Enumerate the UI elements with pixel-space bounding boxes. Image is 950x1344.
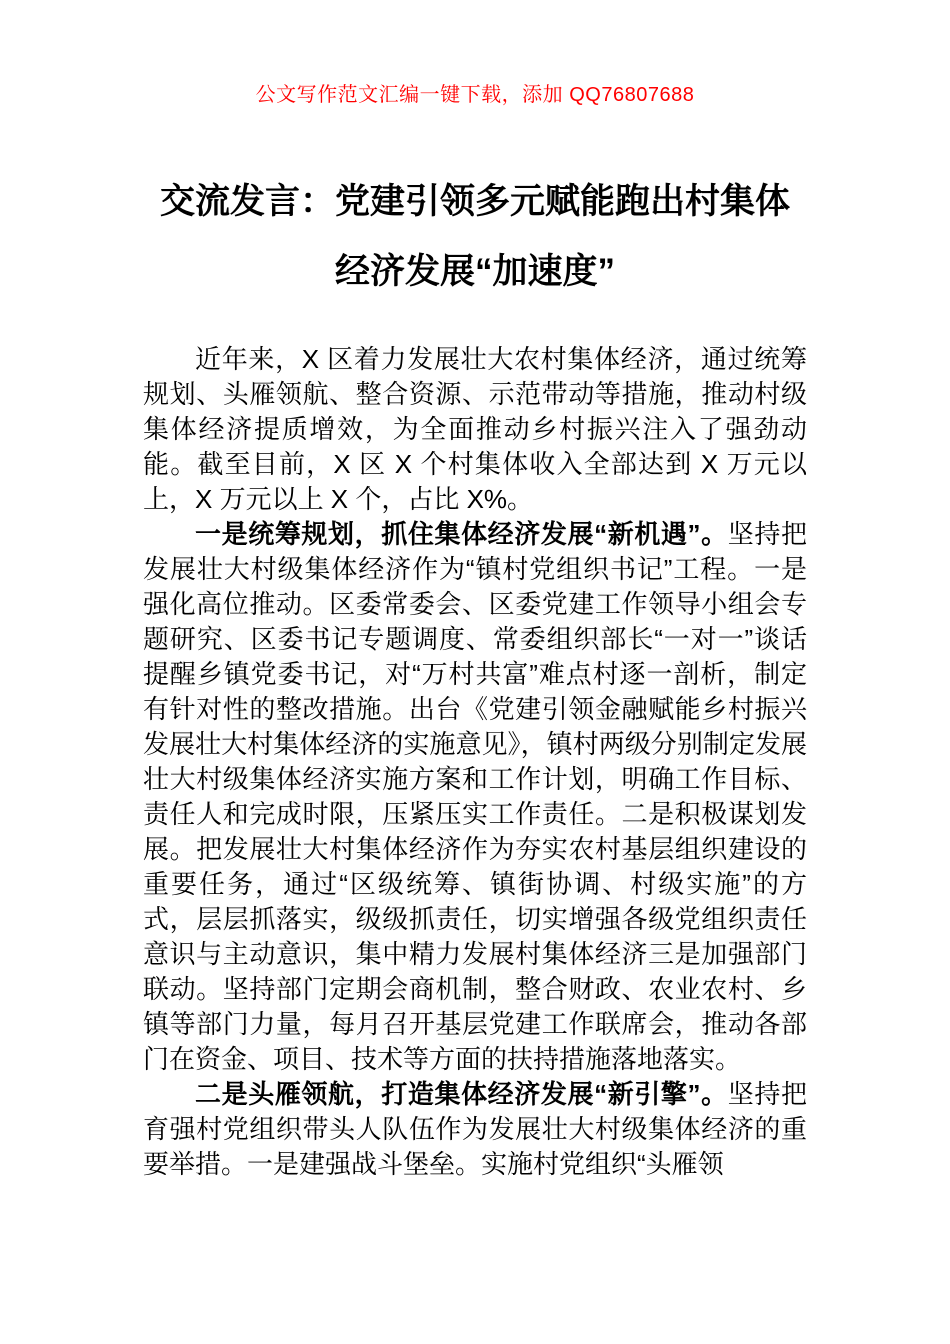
text-run: 近年来，X 区着力发展壮大农村集体经济，通过统筹规划、头雁领航、整合资源、示范带动等措施，推动村级集体经济提质增效，为全面推动乡村振兴注入了强劲动能。截至目前，X 区 X 个村集体收入全部达到 X 万元以上，X 万元以上 X 个，占比 X%。 [143, 344, 807, 514]
promo-notice: 公文写作范文汇编一键下载，添加 QQ76807688 [255, 84, 695, 106]
text-run: 坚持把育强村党组织带头人队伍作为发展壮大村级集体经济的重要举措。一是建强战斗堡垒。实施村党组织“头雁领 [143, 1079, 807, 1179]
paragraph [143, 517, 807, 1077]
title-line-2: 经济发展“加速度” [334, 252, 615, 291]
paragraph [143, 342, 807, 517]
bold-lead-text: 二是头雁领航，打造集体经济发展“新引擎”。 [195, 1079, 728, 1109]
document-body [143, 342, 807, 1182]
bold-lead-text: 一是统筹规划，抓住集体经济发展“新机遇”。 [195, 519, 728, 549]
paragraph [143, 1077, 807, 1182]
document-title [143, 167, 807, 307]
title-line-1: 交流发言：党建引领多元赋能跑出村集体 [159, 182, 790, 221]
text-run: 坚持把发展壮大村级集体经济作为“镇村党组织书记”工程。一是强化高位推动。区委常委会、区委党建工作领导小组会专题研究、区委书记专题调度、常委组织部长“一对一”谈话提醒乡镇党委书记，对“万村共富”难点村逐一剖析，制定有针对性的整改措施。出台《党建引领金融赋能乡村振兴发展壮大村集体经济的实施意见》，镇村两级分别制定发展壮大村级集体经济实施方案和工作计划，明确工作目标、责任人和完成时限，压紧压实工作责任。二是积极谋划发展。把发展壮大村集体经济作为夯实农村基层组织建设的重要任务，通过“区级统筹、镇街协调、村级实施”的方式，层层抓落实，级级抓责任，切实增强各级党组织责任意识与主动意识，集中精力发展村集体经济三是加强部门联动。坚持部门定期会商机制，整合财政、农业农村、乡镇等部门力量，每月召开基层党建工作联席会，推动各部门在资金、项目、技术等方面的扶持措施落地落实。 [143, 519, 807, 1074]
